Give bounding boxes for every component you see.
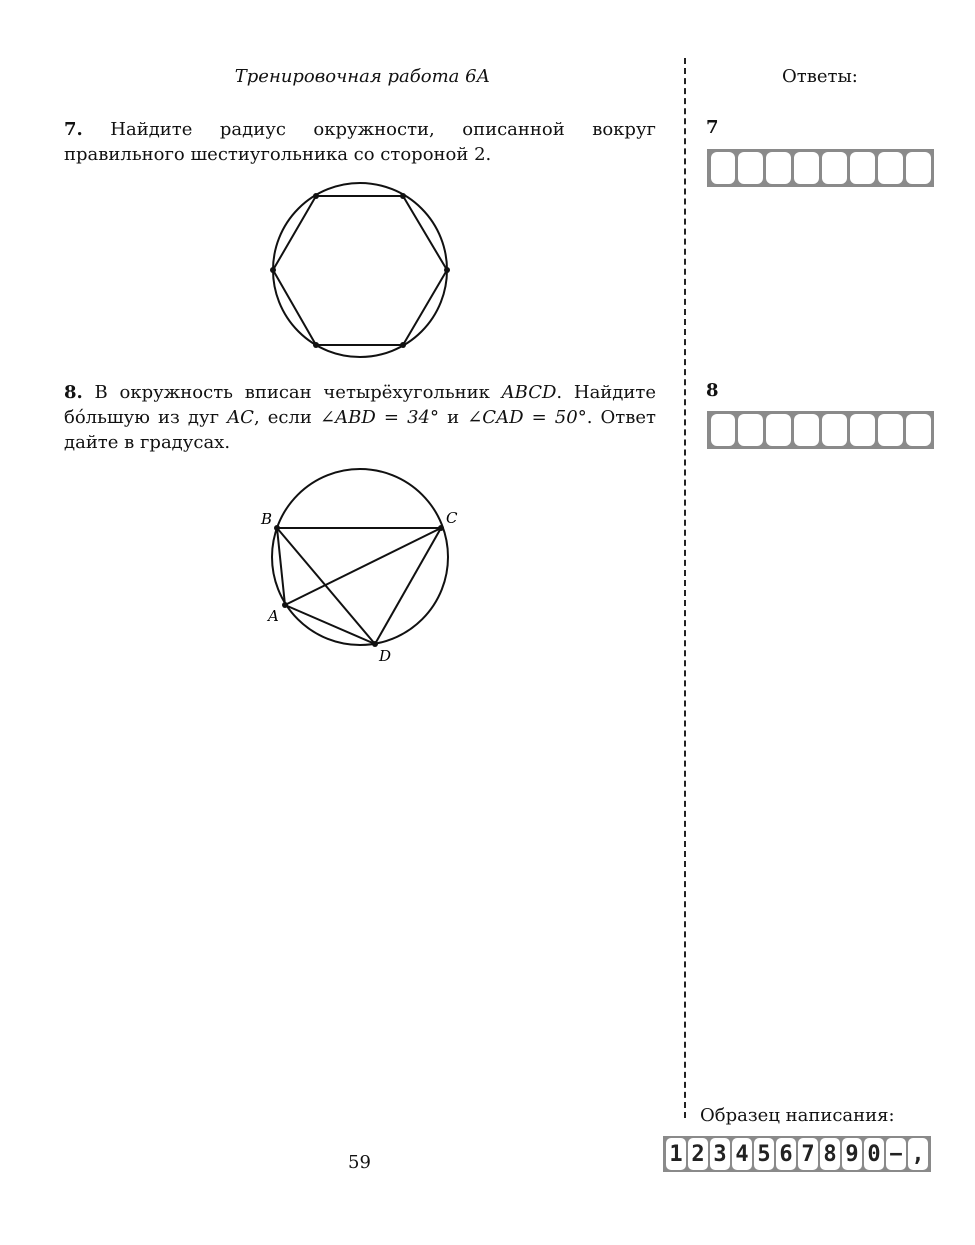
hexagon bbox=[273, 196, 447, 345]
answer-cell[interactable] bbox=[822, 152, 847, 184]
answer-cell[interactable] bbox=[878, 152, 903, 184]
problem-8-text: В окружность вписан четырёхугольник bbox=[94, 382, 502, 403]
arc-name: AC bbox=[227, 407, 254, 428]
sample-label: Образец написания: bbox=[700, 1105, 895, 1126]
quadrilateral-lines bbox=[277, 528, 441, 644]
answer-cell[interactable] bbox=[906, 152, 931, 184]
sample-char: 4 bbox=[732, 1138, 752, 1170]
problem-8-number: 8. bbox=[64, 382, 83, 403]
answer-cell[interactable] bbox=[822, 414, 847, 446]
problem-8-text: и bbox=[439, 407, 468, 428]
answer-field-7[interactable] bbox=[707, 149, 934, 187]
sample-char: 7 bbox=[798, 1138, 818, 1170]
sample-char: , bbox=[908, 1138, 928, 1170]
problem-8-text: . Найдите бо́льшую из дуг bbox=[64, 382, 656, 428]
problem-7-text: Найдите радиус окружности, описанной вокруг правильного шестиугольника со стороной 2. bbox=[64, 119, 656, 165]
label-a: A bbox=[268, 607, 279, 625]
circle bbox=[272, 469, 448, 645]
label-d: D bbox=[379, 647, 392, 665]
answers-title: Ответы: bbox=[782, 66, 858, 87]
dashed-divider bbox=[684, 58, 686, 1118]
answer-cell[interactable] bbox=[738, 152, 763, 184]
answer-cell[interactable] bbox=[766, 152, 791, 184]
answer-label-7: 7 bbox=[706, 117, 719, 138]
answer-cell[interactable] bbox=[711, 414, 736, 446]
sample-char: 0 bbox=[864, 1138, 884, 1170]
problem-7 bbox=[64, 117, 656, 167]
problem-8-text: , если bbox=[253, 407, 321, 428]
answer-cell[interactable] bbox=[711, 152, 736, 184]
sample-char: 5 bbox=[754, 1138, 774, 1170]
answer-label-8: 8 bbox=[706, 380, 719, 401]
hexagon-figure bbox=[260, 178, 460, 362]
sample-char: 6 bbox=[776, 1138, 796, 1170]
quad-name: ABCD bbox=[501, 382, 557, 403]
answer-cell[interactable] bbox=[794, 152, 819, 184]
answer-cell[interactable] bbox=[766, 414, 791, 446]
answer-cell[interactable] bbox=[850, 414, 875, 446]
answer-cell[interactable] bbox=[794, 414, 819, 446]
sample-char: 9 bbox=[842, 1138, 862, 1170]
label-b: B bbox=[261, 510, 273, 528]
hexagon-vertices bbox=[270, 193, 450, 348]
quadrilateral-figure bbox=[250, 460, 465, 675]
answer-cell[interactable] bbox=[878, 414, 903, 446]
circumscribed-circle bbox=[273, 183, 447, 357]
answer-cell[interactable] bbox=[906, 414, 931, 446]
sample-char: 8 bbox=[820, 1138, 840, 1170]
answer-field-8[interactable] bbox=[707, 411, 934, 449]
quadrilateral-vertices bbox=[274, 525, 444, 647]
sample-writing bbox=[663, 1136, 931, 1172]
sample-char: − bbox=[886, 1138, 906, 1170]
label-c: C bbox=[446, 509, 458, 527]
angle-cad: ∠CAD = 50° bbox=[467, 407, 587, 428]
problem-7-number: 7. bbox=[64, 119, 83, 140]
answer-cell[interactable] bbox=[738, 414, 763, 446]
problem-8 bbox=[64, 380, 656, 455]
problem-8-text: . Ответ дайте в градусах. bbox=[64, 407, 657, 453]
answer-cell[interactable] bbox=[850, 152, 875, 184]
sample-char: 2 bbox=[688, 1138, 708, 1170]
angle-abd: ∠ABD = 34° bbox=[320, 407, 439, 428]
sample-char: 1 bbox=[666, 1138, 686, 1170]
page-number: 59 bbox=[348, 1152, 371, 1173]
sample-char: 3 bbox=[710, 1138, 730, 1170]
page-header-title: Тренировочная работа 6А bbox=[234, 66, 491, 87]
